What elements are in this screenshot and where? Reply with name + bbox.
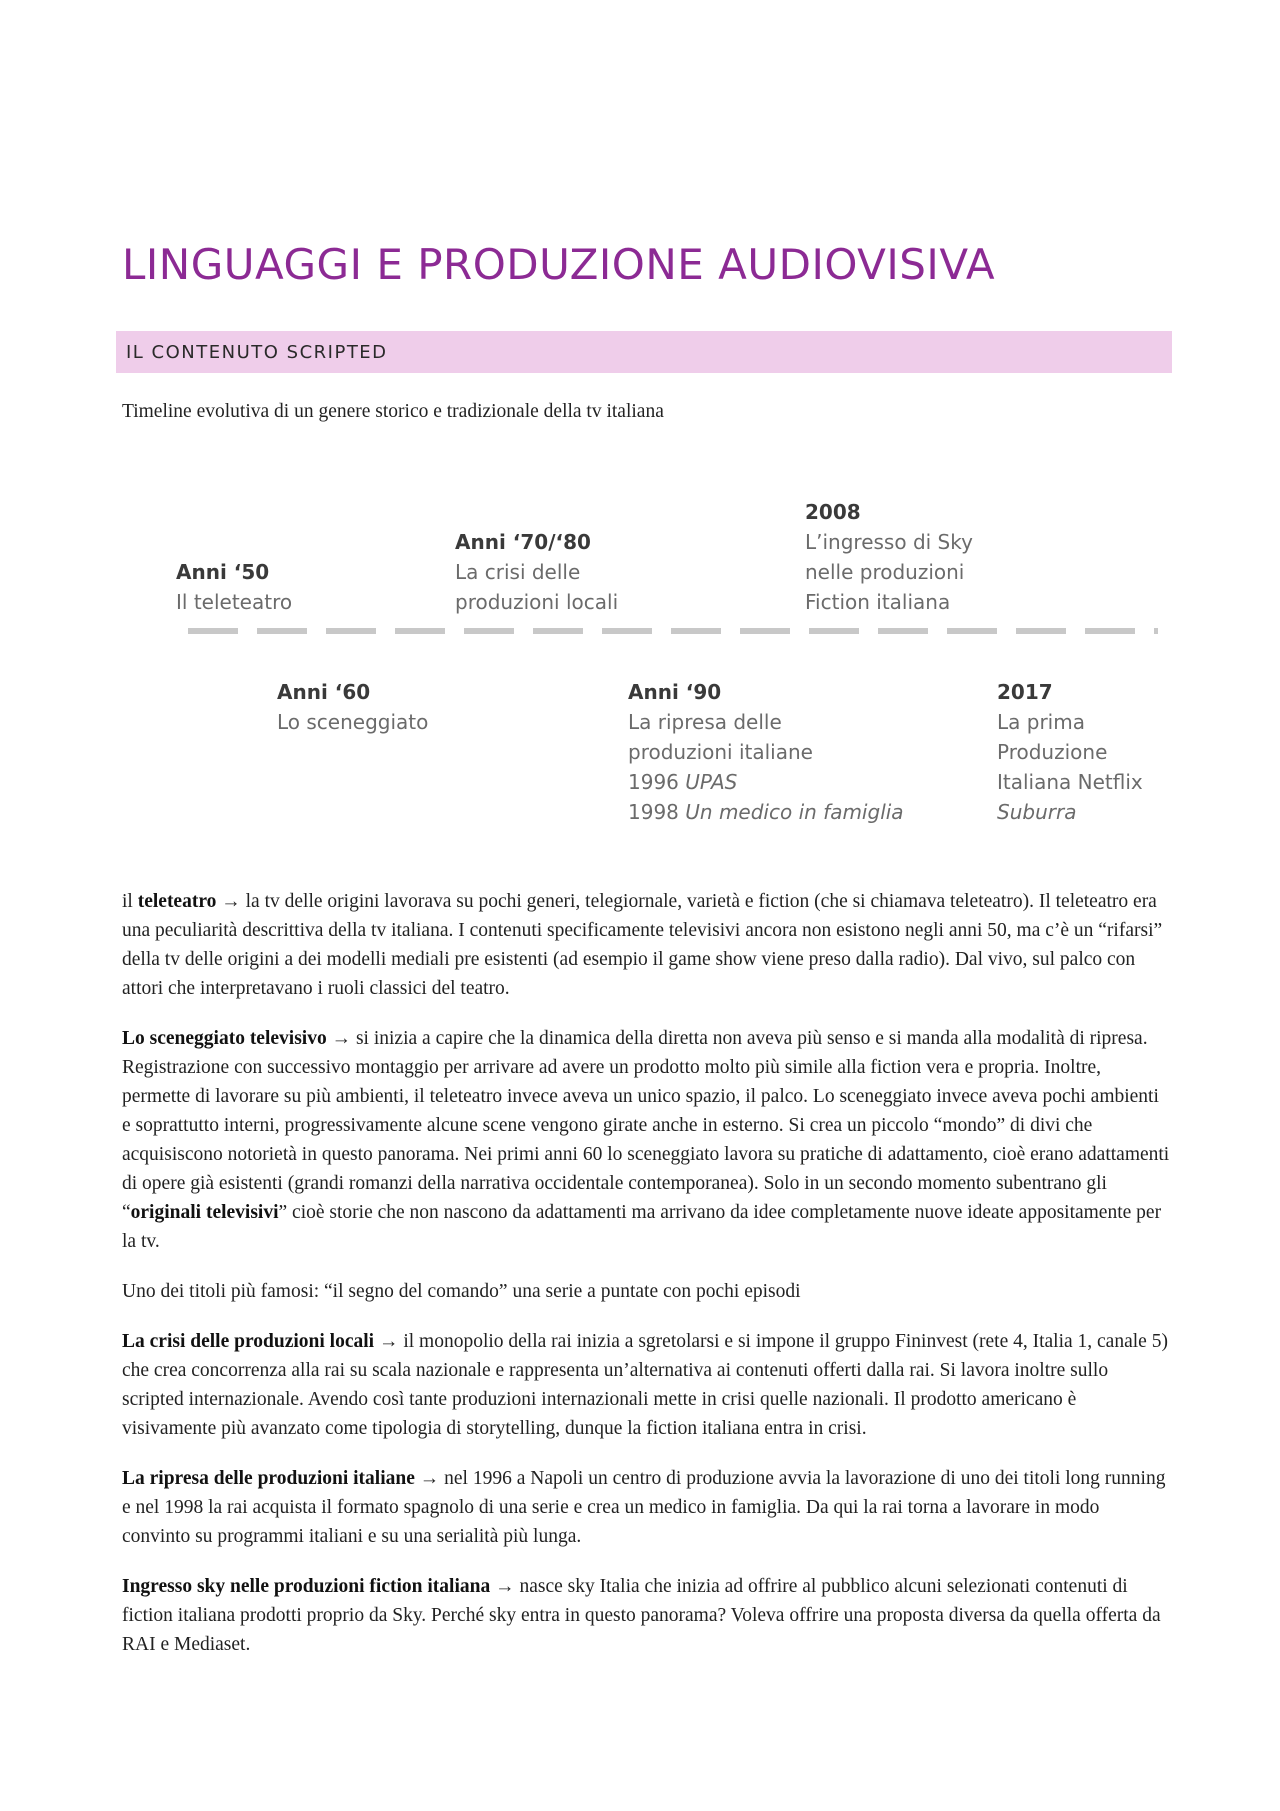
work-title: UPAS <box>685 770 738 794</box>
paragraph-sky <box>122 1572 1172 1659</box>
timeline-event-text: produzioni locali <box>455 590 619 614</box>
paragraph-term: Ingresso sky nelle produzioni fiction italiana <box>122 1576 491 1597</box>
timeline-event-date: 2008 <box>805 500 861 524</box>
arrow-icon: → <box>419 1468 440 1489</box>
paragraph-text: Uno dei titoli più famosi: “il segno del comando” una serie a puntate con pochi episodi <box>122 1281 801 1302</box>
page-title: LINGUAGGI E PRODUZIONE AUDIOVISIVA <box>122 240 996 289</box>
paragraph-crisi <box>122 1327 1172 1443</box>
timeline-dash <box>464 628 514 634</box>
timeline-dash <box>878 628 928 634</box>
timeline-event-text: Fiction italiana <box>805 590 951 614</box>
timeline-event-date: Anni ‘50 <box>176 560 270 584</box>
timeline-event-date: Anni ‘90 <box>628 680 722 704</box>
timeline-dash <box>188 628 238 634</box>
work-year: 1996 <box>628 770 679 794</box>
timeline-event-anni-50 <box>176 557 292 617</box>
paragraph-text: la tv delle origini lavorava su pochi generi, telegiornale, varietà e fiction (che si chiamava teleteatro). Il teleteatro era una peculiarità descrittiva della tv italiana. I contenuti specificamente televisivi ancora non esistono negli anni 50, ma c’è un “rifarsi” della tv delle origini a dei modelli mediali pre esistenti (ad esempio il game show viene preso dalla radio). Dal vivo, sul palco con attori che interpretavano i ruoli classici del teatro. <box>122 891 1163 999</box>
arrow-icon: → <box>221 891 241 912</box>
paragraph-prefix: il <box>122 891 138 912</box>
timeline-event-2008 <box>805 497 973 617</box>
timeline-event-text: nelle produzioni <box>805 560 965 584</box>
timeline-dashed-line <box>188 628 1160 634</box>
work-year: 1998 <box>628 800 679 824</box>
paragraph-text: nel 1996 a Napoli un centro di produzione avvia la lavorazione di uno dei titoli long running e nel 1998 la rai acquista il formato spagnolo di una serie e crea un medico in famiglia. Da qui la rai torna a lavorare in modo convinto su programmi italiani e su una serialità più lunga. <box>122 1468 1166 1547</box>
paragraph-ripresa <box>122 1464 1172 1551</box>
section-heading-bar <box>116 331 1172 373</box>
timeline-event-date: Anni ‘60 <box>277 680 371 704</box>
paragraph-term: La crisi delle produzioni locali <box>122 1331 375 1352</box>
timeline-event-anni-60 <box>277 677 428 737</box>
paragraph-teleteatro <box>122 887 1172 1003</box>
timeline-figure <box>160 490 1160 840</box>
paragraph-text: si inizia a capire che la dinamica della diretta non aveva più senso e si manda alla modalità di ripresa. Registrazione con successivo montaggio per arrivare ad avere un prodotto molto più simile alla fiction vera e propria. Inoltre, permette di lavorare su più ambienti, il teleteatro invece aveva un unico spazio, il palco. Lo sceneggiato invece aveva pochi ambienti e soprattutto interni, progressivamente alcune scene vengono girate anche in esterno. Si crea un piccolo “mondo” di divi che acquisiscono notorietà in questo panorama. Nei primi anni 60 lo sceneggiato lavora su pratiche di adattamento, cioè erano adattamenti di opere già esistenti (grandi romanzi della narrativa occidentale contemporanea). Solo in un secondo momento subentrano gli “ <box>122 1028 1170 1223</box>
timeline-intro: Timeline evolutiva di un genere storico e tradizionale della tv italiana <box>122 401 664 422</box>
timeline-event-anni-70-80 <box>455 527 618 617</box>
work-title: Un medico in famiglia <box>685 800 904 824</box>
timeline-event-text: L’ingresso di Sky <box>805 530 973 554</box>
timeline-event-date: Anni ‘70/‘80 <box>455 530 591 554</box>
timeline-dash <box>740 628 790 634</box>
timeline-event-text: produzioni italiane <box>628 740 813 764</box>
paragraph-sceneggiato <box>122 1024 1172 1256</box>
timeline-dash <box>533 628 583 634</box>
timeline-dash <box>947 628 997 634</box>
timeline-dash <box>1016 628 1066 634</box>
paragraph-titoli <box>122 1277 1172 1306</box>
timeline-event-text: La ripresa delle <box>628 710 782 734</box>
timeline-event-text: Il teleteatro <box>176 590 293 614</box>
timeline-event-title: Suburra <box>997 800 1077 824</box>
paragraph-term: teleteatro <box>137 891 217 912</box>
paragraph-term: Lo sceneggiato televisivo <box>122 1028 327 1049</box>
body-text <box>122 887 1172 1680</box>
timeline-dash <box>602 628 652 634</box>
timeline-event-text: La crisi delle <box>455 560 581 584</box>
paragraph-text: ” cioè storie che non nascono da adattamenti ma arrivano da idee completamente nuove ideate appositamente per la tv. <box>122 1202 1162 1252</box>
timeline-event-work <box>628 767 904 797</box>
paragraph-text: nasce sky Italia che inizia ad offrire al pubblico alcuni selezionati contenuti di fiction italiana prodotti proprio da Sky. Perché sky entra in questo panorama? Voleva offrire una proposta diversa da quella offerta da RAI e Mediaset. <box>122 1576 1161 1655</box>
arrow-icon: → <box>495 1576 515 1597</box>
timeline-event-text: La prima <box>997 710 1085 734</box>
timeline-event-2017 <box>997 677 1143 827</box>
timeline-event-text: Produzione <box>997 740 1108 764</box>
timeline-dash <box>809 628 859 634</box>
timeline-dash <box>257 628 307 634</box>
section-heading: IL CONTENUTO SCRIPTED <box>126 342 388 363</box>
timeline-event-text: Lo sceneggiato <box>277 710 429 734</box>
timeline-event-date: 2017 <box>997 680 1053 704</box>
timeline-event-anni-90 <box>628 677 904 827</box>
arrow-icon: → <box>378 1331 399 1352</box>
timeline-dash <box>395 628 445 634</box>
paragraph-text: il monopolio della rai inizia a sgretolarsi e si impone il gruppo Fininvest (rete 4, Italia 1, canale 5) che crea concorrenza alla rai su scala nazionale e rappresenta un’alternativa ai contenuti offerti dalla rai. Si lavora inoltre sullo scripted internazionale. Avendo così tante produzioni internazionali mette in crisi quelle nazionali. Il prodotto americano è visivamente più avanzato come tipologia di storytelling, dunque la fiction italiana entra in crisi. <box>122 1331 1168 1439</box>
timeline-dash <box>1154 628 1158 634</box>
timeline-event-work <box>628 797 904 827</box>
timeline-dash <box>671 628 721 634</box>
timeline-event-text: Italiana Netflix <box>997 770 1143 794</box>
arrow-icon: → <box>331 1028 352 1049</box>
paragraph-term: originali televisivi <box>130 1202 279 1223</box>
timeline-dash <box>1085 628 1135 634</box>
paragraph-term: La ripresa delle produzioni italiane <box>122 1468 415 1489</box>
timeline-dash <box>326 628 376 634</box>
